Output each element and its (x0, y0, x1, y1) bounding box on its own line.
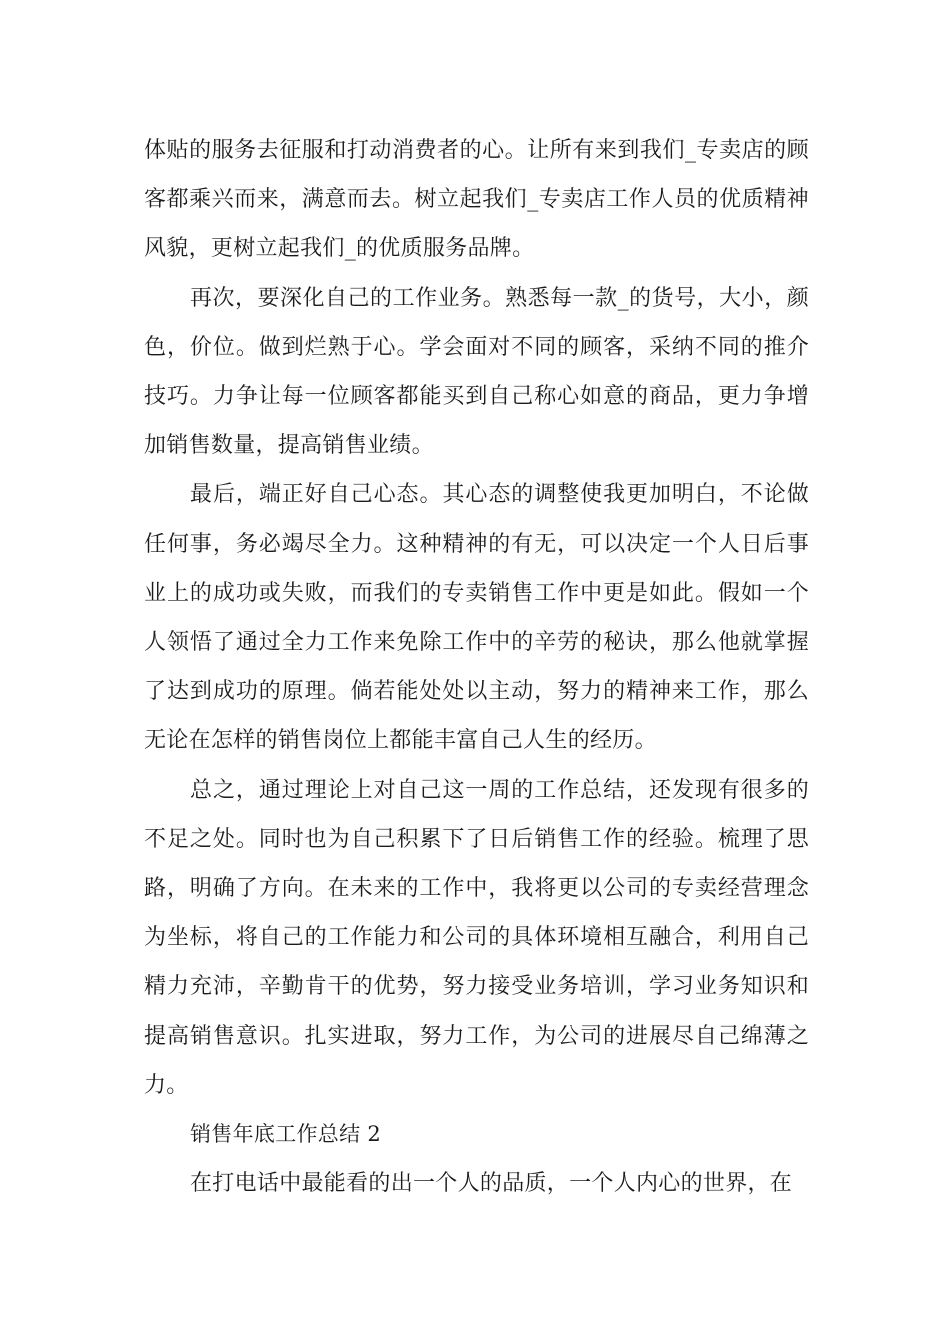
section-heading: 销售年底工作总结 2 (190, 1122, 382, 1147)
paragraph-attitude: 最后，端正好自己心态。其心态的调整使我更加明白，不论做任何事，务必竭尽全力。这种精神的有无，可以决定一个人日后事业上的成功或失败，而我们的专卖销售工作中更是如此。假如一个人领悟了通过全力工作来免除工作中的辛劳的秘诀，那么他就掌握了达到成功的原理。倘若能处处以主动，努力的精神来工作，那么无论在怎样的销售岗位上都能丰富自己人生的经历。 (144, 482, 809, 754)
document-body (144, 126, 809, 1208)
paragraph-phone-calls: 在打电话中最能看的出一个人的品质，一个人内心的世界，在 (190, 1171, 793, 1197)
paragraph-summary: 总之，通过理论上对自己这一周的工作总结，还发现有很多的不足之处。同时也为自己积累下了日后销售工作的经验。梳理了思路，明确了方向。在未来的工作中，我将更以公司的专卖经营理念为坐标，将自己的工作能力和公司的具体环境相互融合，利用自己精力充沛，辛勤肯干的优势，努力接受业务培训，学习业务知识和提高销售意识。扎实进取，努力工作，为公司的进展尽自己绵薄之力。 (144, 777, 809, 1098)
paragraph-continuation: 体贴的服务去征服和打动消费者的心。让所有来到我们_专卖店的顾客都乘兴而来，满意而去。树立起我们_专卖店工作人员的优质精神风貌，更树立起我们_的优质服务品牌。 (144, 138, 809, 262)
paragraph-business-skills: 再次，要深化自己的工作业务。熟悉每一款_的货号，大小，颜色，价位。做到烂熟于心。学会面对不同的顾客，采纳不同的推介技巧。力争让每一位顾客都能买到自己称心如意的商品，更力争增加销售数量，提高销售业绩。 (144, 285, 809, 459)
